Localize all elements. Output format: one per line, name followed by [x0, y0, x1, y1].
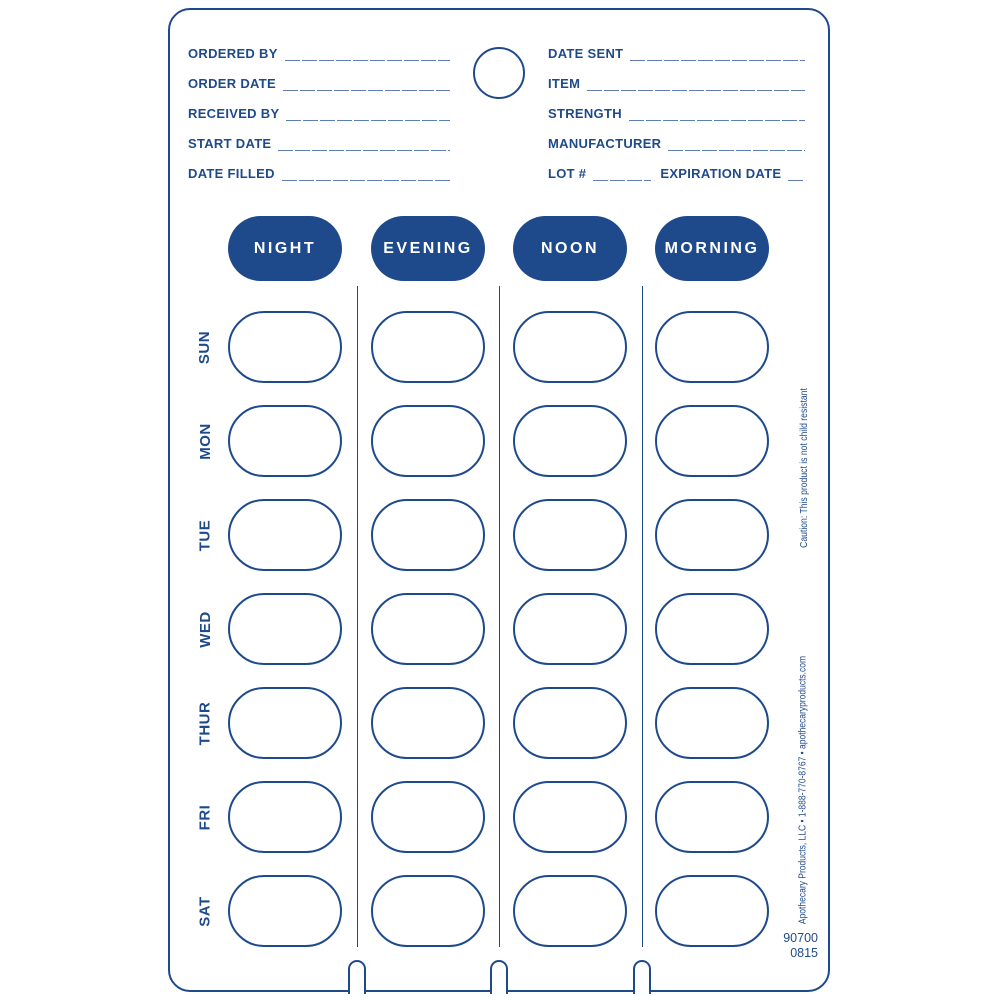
- pill-well-wed-morning[interactable]: [655, 593, 769, 665]
- field-line[interactable]: [283, 78, 450, 91]
- bottom-notch: [633, 960, 651, 994]
- column-divider: [357, 286, 358, 947]
- field-line-lot[interactable]: [593, 168, 651, 181]
- field-item: [548, 74, 805, 91]
- header-evening: EVENING: [371, 216, 485, 281]
- bottom-notch: [348, 960, 366, 994]
- day-label-sun: SUN: [196, 330, 214, 364]
- pill-well-tue-noon[interactable]: [513, 499, 627, 571]
- caution-note: Caution: This product is not child resistant: [798, 388, 810, 548]
- day-label-wed: WED: [196, 610, 214, 648]
- well-column-morning: [655, 311, 769, 947]
- field-date-sent: [548, 44, 805, 61]
- pill-well-wed-evening[interactable]: [371, 593, 485, 665]
- field-date-filled: [188, 164, 450, 181]
- pill-well-wed-night[interactable]: [228, 593, 342, 665]
- field-ordered-by: [188, 44, 450, 61]
- pill-well-mon-evening[interactable]: [371, 405, 485, 477]
- part-number-line2: 0815: [790, 946, 818, 960]
- field-label: ORDERED BY: [188, 46, 278, 61]
- well-column-evening: [371, 311, 485, 947]
- field-line[interactable]: [587, 78, 805, 91]
- pill-well-tue-night[interactable]: [228, 499, 342, 571]
- pill-well-sun-evening[interactable]: [371, 311, 485, 383]
- day-label-mon: MON: [196, 422, 214, 460]
- pill-well-fri-morning[interactable]: [655, 781, 769, 853]
- pill-well-mon-night[interactable]: [228, 405, 342, 477]
- pill-well-thur-night[interactable]: [228, 687, 342, 759]
- column-divider: [499, 286, 500, 947]
- pill-well-thur-noon[interactable]: [513, 687, 627, 759]
- field-line[interactable]: [285, 48, 450, 61]
- hang-hole: [473, 47, 525, 99]
- field-line-expiration[interactable]: [788, 168, 805, 181]
- day-label-fri: FRI: [196, 804, 214, 830]
- field-line[interactable]: [630, 48, 805, 61]
- company-contact-note: Apothecary Products, LLC • 1-888-770-8767 • apothecaryproducts.com: [797, 655, 808, 925]
- field-label-expiration: EXPIRATION DATE: [660, 166, 782, 181]
- field-start-date: [188, 134, 450, 151]
- pill-well-thur-morning[interactable]: [655, 687, 769, 759]
- well-column-night: [228, 311, 342, 947]
- field-label: RECEIVED BY: [188, 106, 280, 121]
- pill-well-sat-evening[interactable]: [371, 875, 485, 947]
- pill-well-mon-morning[interactable]: [655, 405, 769, 477]
- part-number-line1: 90700: [783, 931, 818, 945]
- field-label: ITEM: [548, 76, 581, 91]
- header-morning: MORNING: [655, 216, 769, 281]
- field-label: STRENGTH: [548, 106, 622, 121]
- pill-well-fri-noon[interactable]: [513, 781, 627, 853]
- column-divider: [642, 286, 643, 947]
- field-line[interactable]: [629, 108, 805, 121]
- pill-well-sat-night[interactable]: [228, 875, 342, 947]
- day-label-sat: SAT: [196, 895, 214, 927]
- field-received-by: [188, 104, 450, 121]
- day-label-column: [183, 311, 227, 947]
- header-night: NIGHT: [228, 216, 342, 281]
- pill-well-tue-morning[interactable]: [655, 499, 769, 571]
- pill-well-fri-evening[interactable]: [371, 781, 485, 853]
- field-strength: [548, 104, 805, 121]
- field-label: MANUFACTURER: [548, 136, 662, 151]
- field-label: DATE FILLED: [188, 166, 275, 181]
- field-line[interactable]: [278, 138, 450, 151]
- pill-well-sun-morning[interactable]: [655, 311, 769, 383]
- pill-well-fri-night[interactable]: [228, 781, 342, 853]
- well-column-noon: [513, 311, 627, 947]
- field-label-lot: LOT #: [548, 166, 587, 181]
- bottom-notch: [490, 960, 508, 994]
- field-line[interactable]: [282, 168, 450, 181]
- day-label-tue: TUE: [196, 519, 214, 551]
- header-noon: NOON: [513, 216, 627, 281]
- pill-well-mon-noon[interactable]: [513, 405, 627, 477]
- pill-well-sun-night[interactable]: [228, 311, 342, 383]
- field-lot-expiration: [548, 164, 805, 181]
- field-line[interactable]: [286, 108, 450, 121]
- field-label: START DATE: [188, 136, 272, 151]
- part-number: [768, 931, 818, 961]
- pill-well-wed-noon[interactable]: [513, 593, 627, 665]
- pill-well-thur-evening[interactable]: [371, 687, 485, 759]
- field-order-date: [188, 74, 450, 91]
- field-line[interactable]: [668, 138, 805, 151]
- field-label: DATE SENT: [548, 46, 624, 61]
- field-label: ORDER DATE: [188, 76, 276, 91]
- field-manufacturer: [548, 134, 805, 151]
- pill-well-sat-morning[interactable]: [655, 875, 769, 947]
- pill-well-sat-noon[interactable]: [513, 875, 627, 947]
- day-label-thur: THUR: [196, 701, 214, 745]
- pill-well-sun-noon[interactable]: [513, 311, 627, 383]
- pill-well-tue-evening[interactable]: [371, 499, 485, 571]
